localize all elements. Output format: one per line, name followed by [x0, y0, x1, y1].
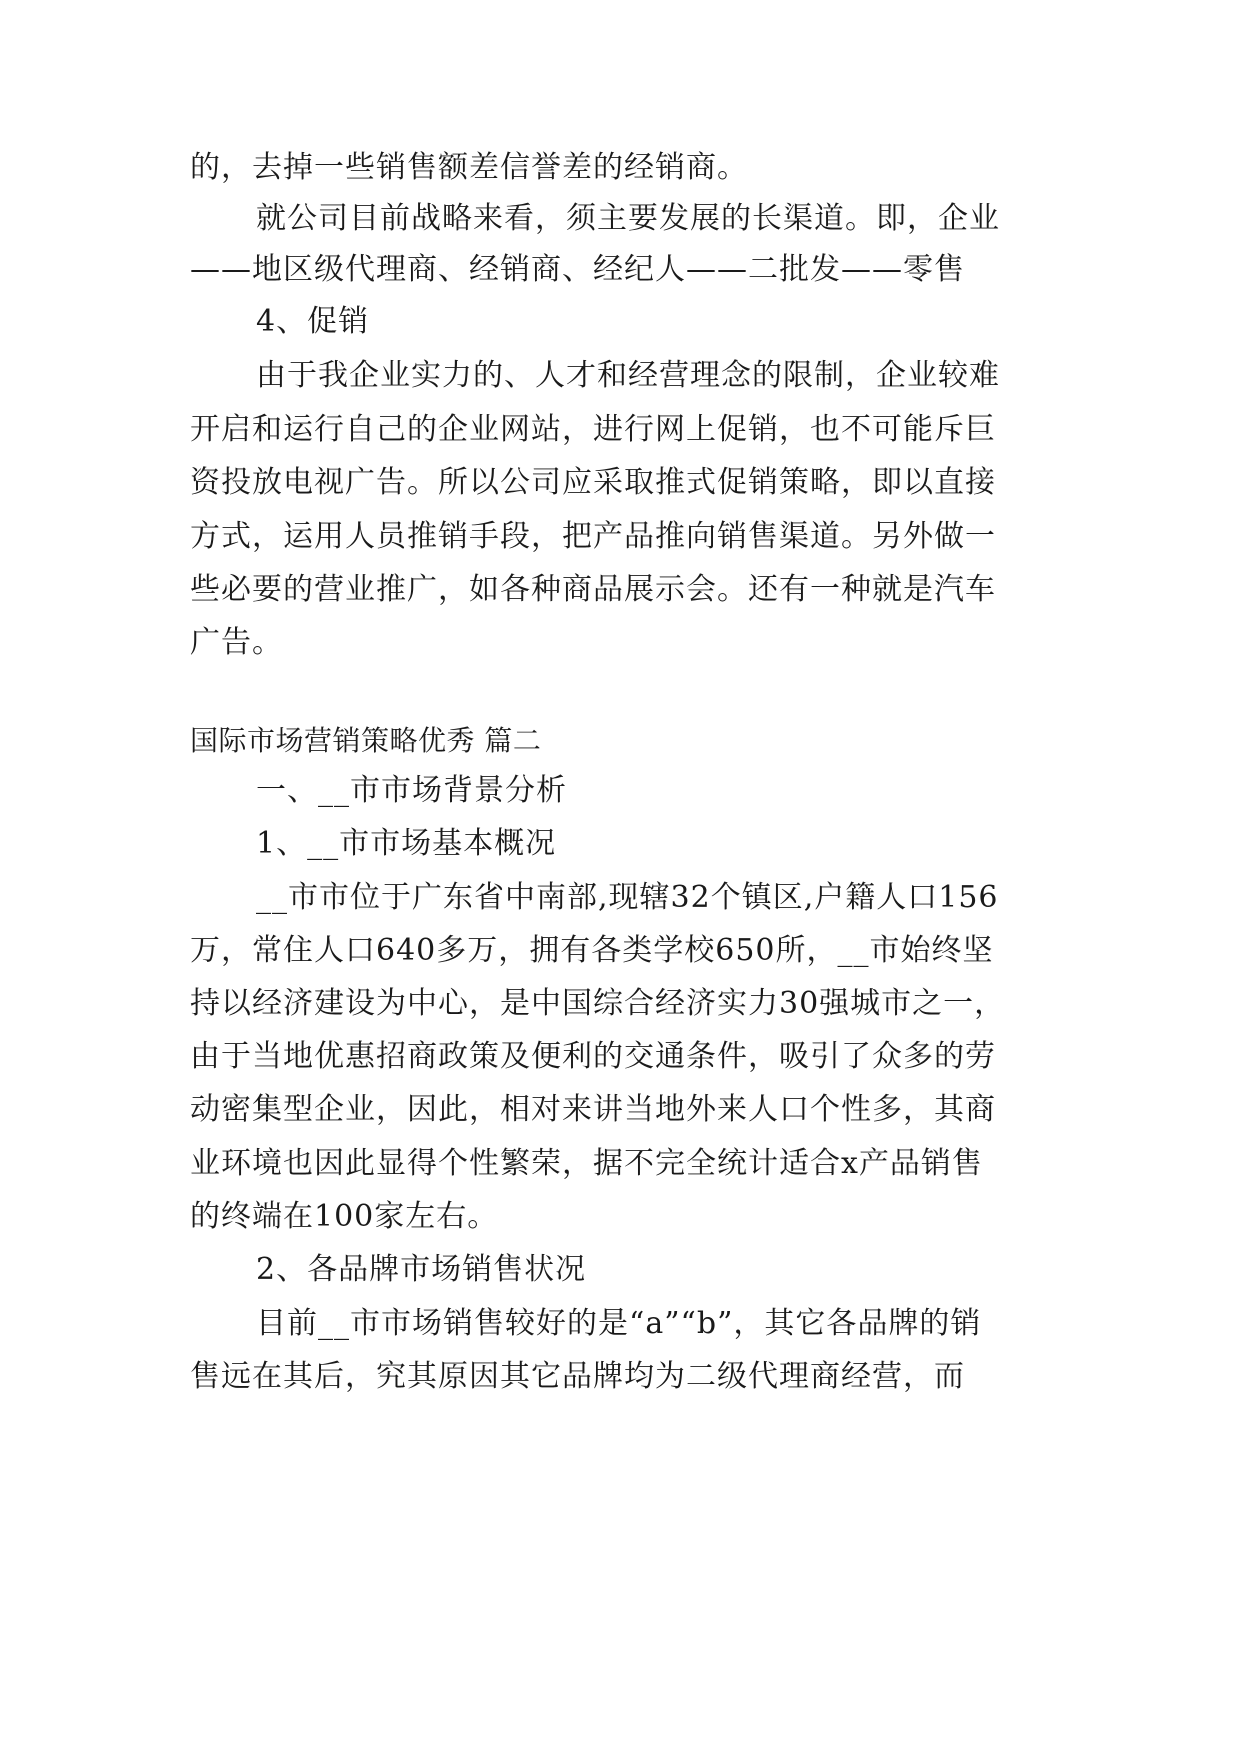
text-line: 业环境也因此显得个性繁荣，据不完全统计适合x产品销售: [190, 1146, 983, 1181]
text-line: 由于当地优惠招商政策及便利的交通条件，吸引了众多的劳: [190, 1039, 996, 1074]
text-line: 资投放电视广告。所以公司应采取推式促销策略，即以直接: [190, 465, 996, 500]
text-line: 的终端在100家左右。: [190, 1199, 499, 1234]
section-heading: 一、__市市场背景分析: [256, 773, 567, 808]
text-line: 动密集型企业，因此，相对来讲当地外来人口个性多，其商: [190, 1092, 996, 1127]
text-line: 方式，运用人员推销手段，把产品推向销售渠道。另外做一: [190, 519, 996, 554]
text-line: 就公司目前战略来看，须主要发展的长渠道。即，企业: [256, 201, 1000, 236]
text-line: 万，常住人口640多万，拥有各类学校650所，__市始终坚: [190, 933, 994, 968]
text-line: 广告。: [190, 625, 283, 660]
text-line: 些必要的营业推广，如各种商品展示会。还有一种就是汽车: [190, 572, 996, 607]
subsection-heading: 2、各品牌市场销售状况: [256, 1252, 587, 1287]
text-line: 售远在其后，究其原因其它品牌均为二级代理商经营，而: [190, 1359, 965, 1394]
section-heading: 4、促销: [256, 304, 370, 339]
part-title: 国际市场营销策略优秀 篇二: [190, 724, 542, 757]
text-line: 的，去掉一些销售额差信誉差的经销商。: [190, 150, 748, 185]
text-line: 开启和运行自己的企业网站，进行网上促销，也不可能斥巨: [190, 412, 996, 447]
subsection-heading: 1、__市市场基本概况: [256, 826, 557, 861]
text-line: 持以经济建设为中心，是中国综合经济实力30强城市之一，: [190, 986, 1006, 1021]
text-line: __市市位于广东省中南部,现辖32个镇区,户籍人口156: [256, 880, 999, 915]
text-line: 目前__市市场销售较好的是“a”“b”，其它各品牌的销: [256, 1306, 982, 1341]
text-line: ——地区级代理商、经销商、经纪人——二批发——零售: [190, 252, 965, 287]
text-line: 由于我企业实力的、人才和经营理念的限制，企业较难: [256, 358, 1000, 393]
